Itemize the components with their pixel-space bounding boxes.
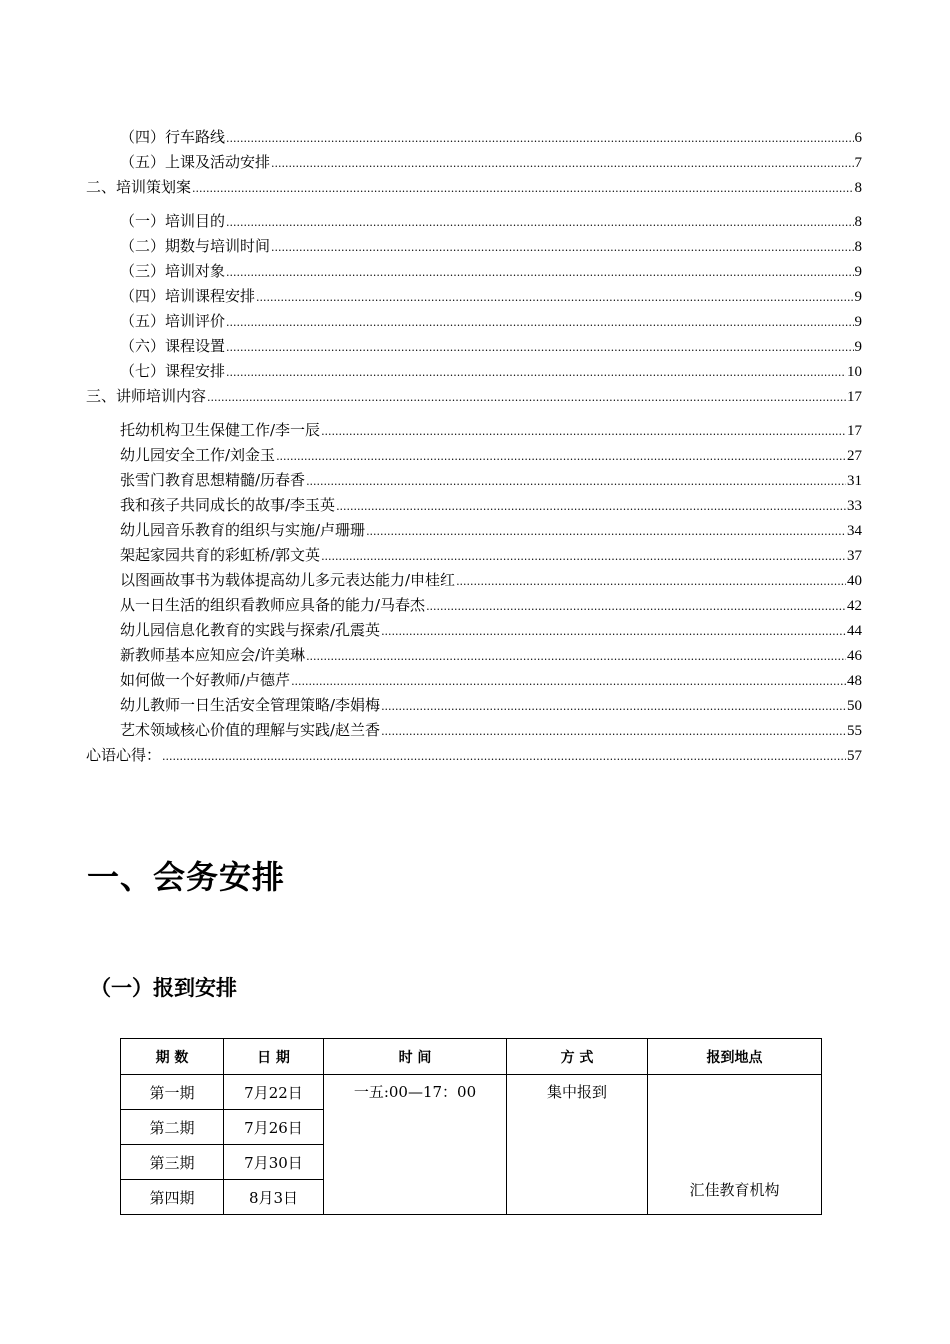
toc-entry-title: 托幼机构卫生保健工作/李一辰 [120, 421, 321, 439]
toc-entry-title: 从一日生活的组织看教师应具备的能力/马春杰 [120, 596, 426, 614]
toc-entry-page: 33 [847, 498, 862, 514]
toc-leader-dots [306, 645, 846, 667]
toc-entry-page: 42 [847, 598, 862, 614]
toc-leader-dots [226, 311, 853, 333]
toc-entry-title: （二）期数与培训时间 [120, 237, 271, 255]
toc-entry[interactable] [120, 470, 862, 492]
toc-entry-page: 44 [847, 623, 862, 639]
toc-leader-dots [381, 695, 846, 717]
toc-entry-title: （五）培训评价 [120, 312, 226, 330]
date-cell: 7月30日 [224, 1145, 324, 1180]
toc-entry-page: 9 [854, 289, 862, 305]
toc-entry-title: （六）课程设置 [120, 337, 226, 355]
toc-entry-title: 幼儿园音乐教育的组织与实施/卢珊珊 [120, 521, 366, 539]
toc-entry-page: 55 [847, 723, 862, 739]
header-date: 日 期 [224, 1039, 324, 1075]
toc-leader-dots [226, 261, 853, 283]
header-period: 期 数 [121, 1039, 224, 1075]
toc-entry-page: 7 [854, 155, 862, 171]
section-heading: 一、会务安排 [87, 858, 286, 896]
toc-entry-page: 8 [854, 180, 862, 196]
toc-entry-page: 8 [854, 214, 862, 230]
toc-entry[interactable] [86, 745, 862, 767]
toc-entry[interactable] [120, 261, 862, 283]
toc-leader-dots [381, 720, 846, 742]
toc-entry-title: 架起家园共育的彩虹桥/郭文英 [120, 546, 321, 564]
toc-entry-title: （三）培训对象 [120, 262, 226, 280]
period-cell: 第二期 [121, 1110, 224, 1145]
toc-entry[interactable] [120, 420, 862, 442]
header-method: 方 式 [507, 1039, 648, 1075]
toc-leader-dots [291, 670, 846, 692]
toc-entry-page: 9 [854, 314, 862, 330]
toc-leader-dots [162, 745, 846, 767]
toc-leader-dots [366, 520, 846, 542]
toc-entry[interactable] [120, 445, 862, 467]
toc-entry[interactable] [120, 595, 862, 617]
toc-entry[interactable] [120, 695, 862, 717]
registration-table [120, 1038, 822, 1215]
toc-leader-dots [226, 127, 853, 149]
toc-entry-title: 艺术领域核心价值的理解与实践/赵兰香 [120, 721, 381, 739]
toc-entry-title: （七）课程安排 [120, 362, 226, 380]
toc-entry-page: 46 [847, 648, 862, 664]
toc-entry-page: 37 [847, 548, 862, 564]
toc-leader-dots [271, 236, 853, 258]
toc-entry[interactable] [86, 177, 862, 199]
toc-entry[interactable] [86, 386, 862, 408]
toc-entry[interactable] [120, 127, 862, 149]
toc-entry-title: 二、培训策划案 [86, 178, 192, 196]
toc-leader-dots [321, 545, 846, 567]
period-cell: 第一期 [121, 1075, 224, 1110]
toc-entry-page: 8 [854, 239, 862, 255]
date-cell: 7月26日 [224, 1110, 324, 1145]
toc-entry[interactable] [120, 570, 862, 592]
toc-entry-title: 我和孩子共同成长的故事/李玉英 [120, 496, 336, 514]
period-cell: 第四期 [121, 1180, 224, 1215]
toc-entry[interactable] [120, 336, 862, 358]
toc-entry-page: 9 [854, 264, 862, 280]
toc-entry-title: 幼儿园信息化教育的实践与探索/孔震英 [120, 621, 381, 639]
toc-entry-page: 34 [847, 523, 862, 539]
subsection-heading: （一）报到安排 [90, 976, 237, 1000]
toc-entry[interactable] [120, 670, 862, 692]
toc-leader-dots [426, 595, 846, 617]
toc-entry[interactable] [120, 495, 862, 517]
toc-entry-page: 17 [847, 423, 862, 439]
toc-entry-page: 27 [847, 448, 862, 464]
toc-leader-dots [306, 470, 846, 492]
toc-entry-title: 幼儿园安全工作/刘金玉 [120, 446, 276, 464]
toc-leader-dots [276, 445, 846, 467]
toc-leader-dots [336, 495, 846, 517]
toc-leader-dots [271, 152, 853, 174]
toc-entry-title: 以图画故事书为载体提高幼儿多元表达能力/申桂红 [120, 571, 456, 589]
toc-entry-title: （五）上课及活动安排 [120, 153, 271, 171]
toc-entry-title: 心语心得： [86, 746, 162, 764]
toc-leader-dots [207, 386, 846, 408]
header-time: 时 间 [324, 1039, 507, 1075]
toc-entry[interactable] [120, 720, 862, 742]
toc-entry-title: （四）培训课程安排 [120, 287, 256, 305]
method-cell: 集中报到 [507, 1075, 648, 1215]
toc-entry[interactable] [120, 520, 862, 542]
toc-entry[interactable] [120, 152, 862, 174]
toc-entry-page: 9 [854, 339, 862, 355]
place-cell: 汇佳教育机构 [648, 1075, 822, 1215]
toc-entry-page: 17 [847, 389, 862, 405]
toc-entry-page: 57 [847, 748, 862, 764]
toc-entry-page: 10 [847, 364, 862, 380]
table-row [121, 1075, 822, 1110]
header-place: 报到地点 [648, 1039, 822, 1075]
date-cell: 7月22日 [224, 1075, 324, 1110]
toc-entry[interactable] [120, 645, 862, 667]
period-cell: 第三期 [121, 1145, 224, 1180]
toc-entry-title: 新教师基本应知应会/许美琳 [120, 646, 306, 664]
toc-leader-dots [226, 361, 846, 383]
toc-entry-page: 6 [854, 130, 862, 146]
table-header-row [121, 1039, 822, 1075]
toc-entry-page: 40 [847, 573, 862, 589]
toc-entry[interactable] [120, 211, 862, 233]
toc-entry-title: （一）培训目的 [120, 212, 226, 230]
time-cell: 一五:00—17：00 [324, 1075, 507, 1215]
toc-leader-dots [192, 177, 853, 199]
toc-leader-dots [321, 420, 846, 442]
date-cell: 8月3日 [224, 1180, 324, 1215]
toc-entry[interactable] [120, 620, 862, 642]
toc-entry-page: 50 [847, 698, 862, 714]
toc-entry-title: 幼儿教师一日生活安全管理策略/李娟梅 [120, 696, 381, 714]
toc-entry-title: 张雪门教育思想精髓/历春香 [120, 471, 306, 489]
toc-entry-page: 48 [847, 673, 862, 689]
toc-leader-dots [256, 286, 853, 308]
toc-entry-title: 如何做一个好教师/卢德芹 [120, 671, 291, 689]
toc-leader-dots [381, 620, 846, 642]
toc-entry[interactable] [120, 361, 862, 383]
toc-entry-page: 31 [847, 473, 862, 489]
toc-entry[interactable] [120, 236, 862, 258]
toc-leader-dots [226, 211, 853, 233]
toc-entry-title: 三、讲师培训内容 [86, 387, 207, 405]
toc-leader-dots [456, 570, 846, 592]
toc-entry[interactable] [120, 545, 862, 567]
toc-entry-title: （四）行车路线 [120, 128, 226, 146]
toc-leader-dots [226, 336, 853, 358]
toc-entry[interactable] [120, 311, 862, 333]
toc-entry[interactable] [120, 286, 862, 308]
